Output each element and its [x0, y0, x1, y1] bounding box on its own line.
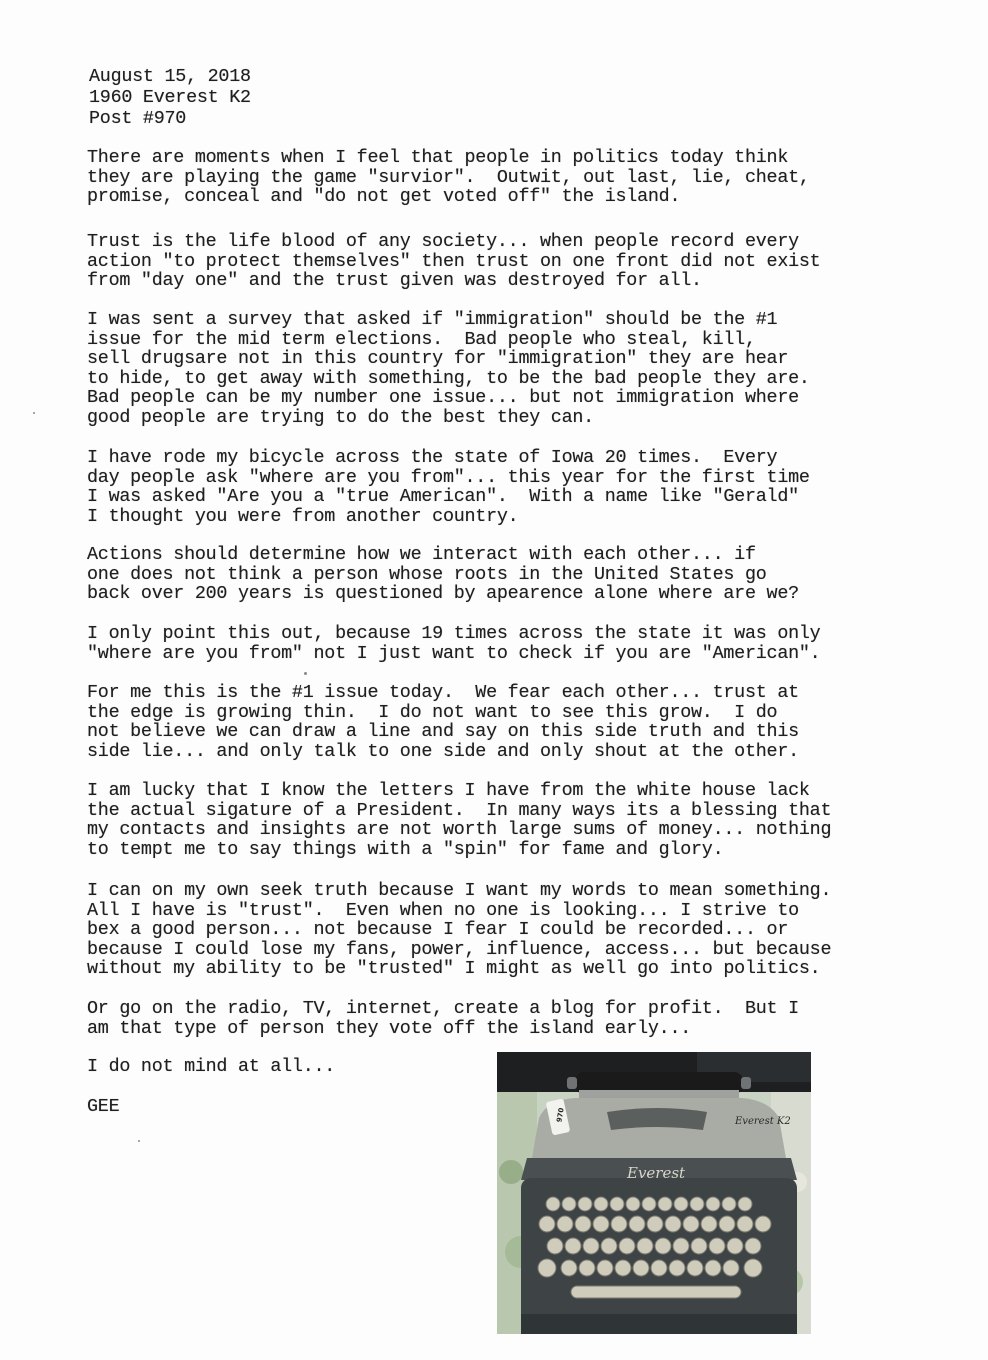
brand-script-label: Everest [627, 1164, 686, 1182]
paragraph-number-one-issue: For me this is the #1 issue today. We fear each other... trust at the edge is growing thin. I do not want to see this grow. I do not believe we can draw a line and say on this side truth and this side lie... and only talk to one side and only shout at the other. [87, 682, 799, 762]
signature: GEE [87, 1096, 120, 1117]
paragraph-survivor: There are moments when I feel that people in politics today think they are playing the game "survior". Outwit, out last, lie, cheat, promise, conceal and "do not get voted off" the island. [87, 147, 810, 208]
space-bar [571, 1286, 741, 1298]
paper-speck [304, 672, 307, 675]
paragraph-do-not-mind: I do not mind at all... [87, 1056, 336, 1077]
paragraph-trust: Trust is the life blood of any society... when people record every action "to protect themselves" then trust on one front did not exist from "day one" and the trust given was destroyed for all. [87, 231, 821, 292]
letter-header [89, 66, 251, 129]
paragraph-bicycle-iowa: I have rode my bicycle across the state of Iowa 20 times. Every day people ask "where are you from"... this year for the first time I was asked "Are you a "true American". With a name like "Gerald" I thought you were from another country. [87, 447, 810, 527]
header-post-number: Post #970 [89, 108, 187, 129]
paragraph-white-house-letters: I am lucky that I know the letters I have from the white house lack the actual sigature of a President. In many ways its a blessing that my contacts and insights are not worth large sums of money... nothing to tempt me to say things with a "spin" for fame and glory. [87, 780, 832, 860]
paragraph-actions: Actions should determine how we interact with each other... if one does not think a person whose roots in the United States go back over 200 years is questioned by apearence alone where are we? [87, 544, 799, 605]
paragraph-immigration-survey: I was sent a survey that asked if "immigration" should be the #1 issue for the mid term elections. Bad people who steal, kill, sell drugsare not in this country for "immigration" they are hear to hide, to get away with something, to be the bad people they are. Bad people can be my number one issue... but not immigration where good people are trying to do the best they can. [87, 309, 810, 428]
hood-model-label: Everest K2 [735, 1116, 791, 1127]
paper-speck [138, 1140, 140, 1142]
typewriter-photo [497, 1052, 811, 1334]
header-date: August 15, 2018 [89, 66, 251, 87]
header-machine: 1960 Everest K2 [89, 87, 251, 108]
paragraph-seek-truth: I can on my own seek truth because I want my words to mean something. All I have is "trust". Even when no one is looking... I strive to bex a good person... not because I fear I could be recorded... or because I could lose my fans, power, influence, access... but because without my ability to be "trusted" I might as well go into politics. [87, 880, 832, 980]
typewriter-illustration [497, 1052, 811, 1334]
paper-speck [33, 412, 35, 414]
paragraph-radio-tv: Or go on the radio, TV, internet, create a blog for profit. But I am that type of person they vote off the island early... [87, 998, 799, 1039]
photo-tag-number: 970 [555, 1107, 566, 1123]
paragraph-point-out: I only point this out, because 19 times across the state it was only "where are you from" not I just want to check if you are "American". [87, 623, 821, 664]
